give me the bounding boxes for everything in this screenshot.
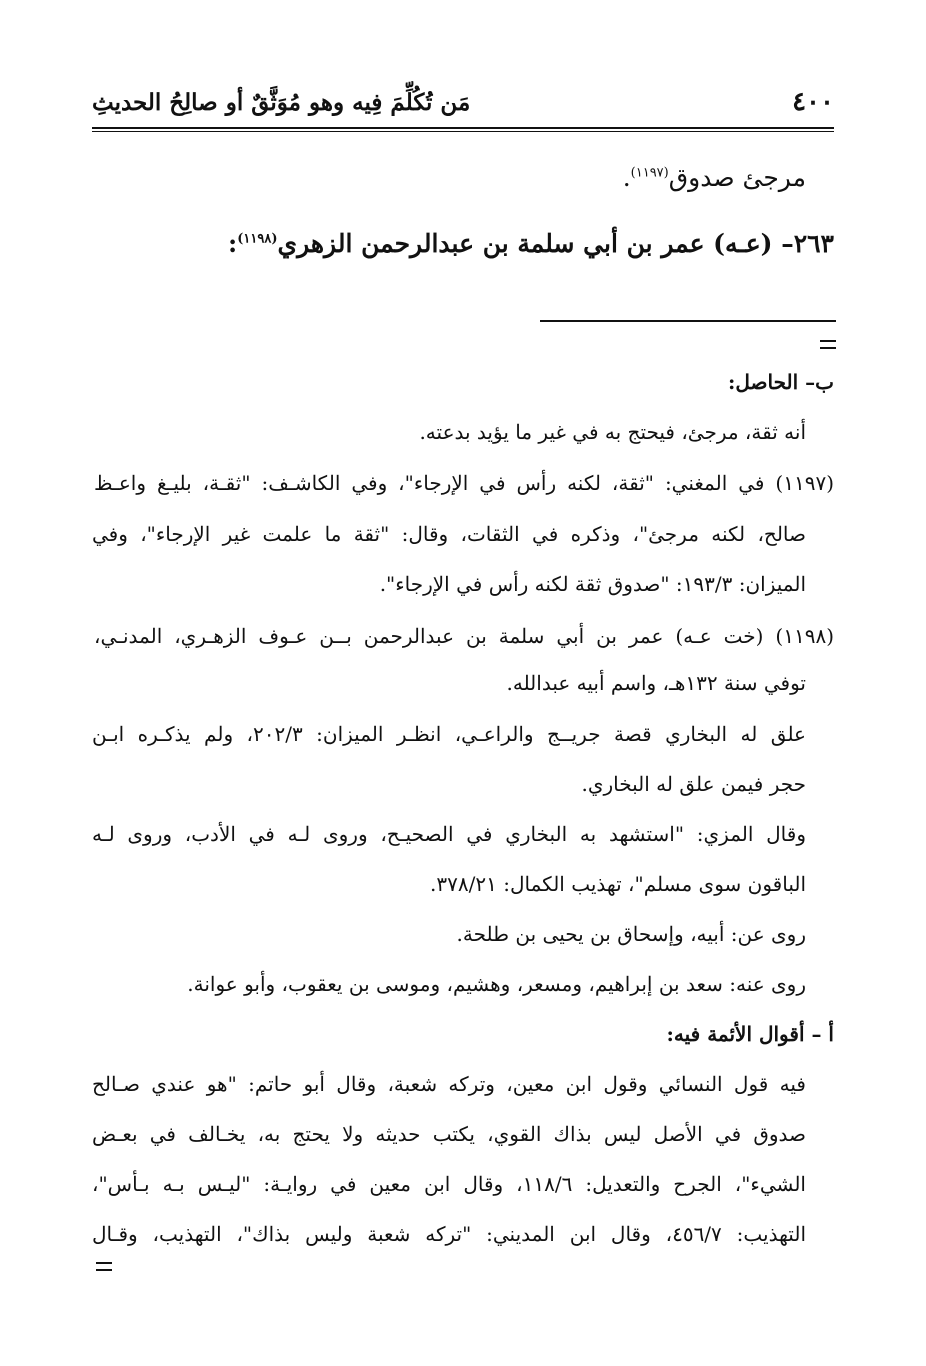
footnote-1198-line: وقال المزي: "استشهد به البخاري في الصحيـح، وروى لـه في الأدب، وروى لـه — [92, 822, 806, 846]
footnote-1197-line: صالح، لكنه مرجئ"، وذكره في الثقات، وقال: "ثقة ما علمت غير الإرجاء"، وفي — [92, 522, 806, 546]
footnote-1197-line: الميزان: ١٩٣/٣: "صدوق ثقة لكنه رأس في الإرجاء". — [379, 572, 806, 596]
footnote-ref: (١١٩٧) — [630, 165, 669, 181]
page-number: ٤٠٠ — [792, 87, 834, 117]
footnote-1197-line: (١١٩٧) في المغني: "ثقة، لكنه رأس في الإرجاء"، وفي الكاشـف: "ثقـة، بليـغ واعـظ — [94, 471, 834, 495]
section-heading-b: ب– الحاصل: — [728, 370, 834, 394]
page-header — [92, 80, 834, 124]
footnote-1198-line: توفي سنة ١٣٢هـ، واسم أبيه عبدالله. — [506, 671, 806, 695]
footnote-1198-line: الباقون سوى مسلم"، تهذيب الكمال: ٣٧٨/٢١. — [430, 872, 806, 896]
footnote-1198-line: (١١٩٨) (خت عـه) عمر بن أبي سلمة بن عبدالرحمن بــن عـوف الزهـري، المدنـي، — [94, 624, 834, 648]
main-text-line: مرجئ صدوق$^{(١١٩٧)}$. — [622, 163, 806, 192]
header-rule-thin — [92, 131, 834, 132]
continuation-mark — [96, 1262, 112, 1271]
footnote-text-line: صدوق في الأصل ليس بذاك القوي، يكتب حديثه ولا يحتج به، يخـالف في بعـض — [92, 1122, 806, 1146]
footnote-text-line: الشيء"، الجرح والتعديل: ١١٨/٦، وقال ابن معين في روايـة: "ليـس بـه بـأس"، — [92, 1172, 806, 1196]
footnote-text-line: التهذيب: ٤٥٦/٧، وقال ابن المديني: "تركه شعبة وليس بذاك"، التهذيب، وقـال — [92, 1222, 806, 1246]
footnote-1198-line: حجر فيمن علق له البخاري. — [581, 772, 806, 796]
footnote-text: أنه ثقة، مرجئ، فيحتج به في غير ما يؤيد بدعته. — [419, 420, 806, 444]
header-rule — [92, 127, 834, 129]
running-title: مَن تُكُلِّمَ فِيه وهو مُوَثَّقٌ أو صالِحُ الحديثِ — [92, 88, 471, 116]
footnote-ref: (١١٩٨) — [237, 231, 278, 247]
footnote-1198-line: علق له البخاري قصة جريــج والراعـي، انظـر الميزان: ٢٠٢/٣، ولم يذكـره ابـن — [92, 722, 806, 746]
footnote-text-line: فيه قول النسائي وقول ابن معين، وتركه شعبة، وقال أبو حاتم: "هو عندي صـالح — [92, 1072, 806, 1096]
section-heading-a: أ – أقوال الأئمة فيه: — [666, 1022, 834, 1046]
entry-heading: ٢٦٣– (عـه) عمر بن أبي سلمة بن عبدالرحمن الزهري$^{(١١٩٨)}$: — [228, 229, 834, 258]
footnote-1198-line: روى عنه: سعد بن إبراهيم، ومسعر، وهشيم، وموسى بن يعقوب، وأبو عوانة. — [187, 972, 806, 996]
footnote-separator — [540, 320, 836, 322]
continuation-mark — [820, 340, 836, 349]
footnote-1198-line: روى عن: أبيه، وإسحاق بن يحيى بن طلحة. — [456, 922, 806, 946]
